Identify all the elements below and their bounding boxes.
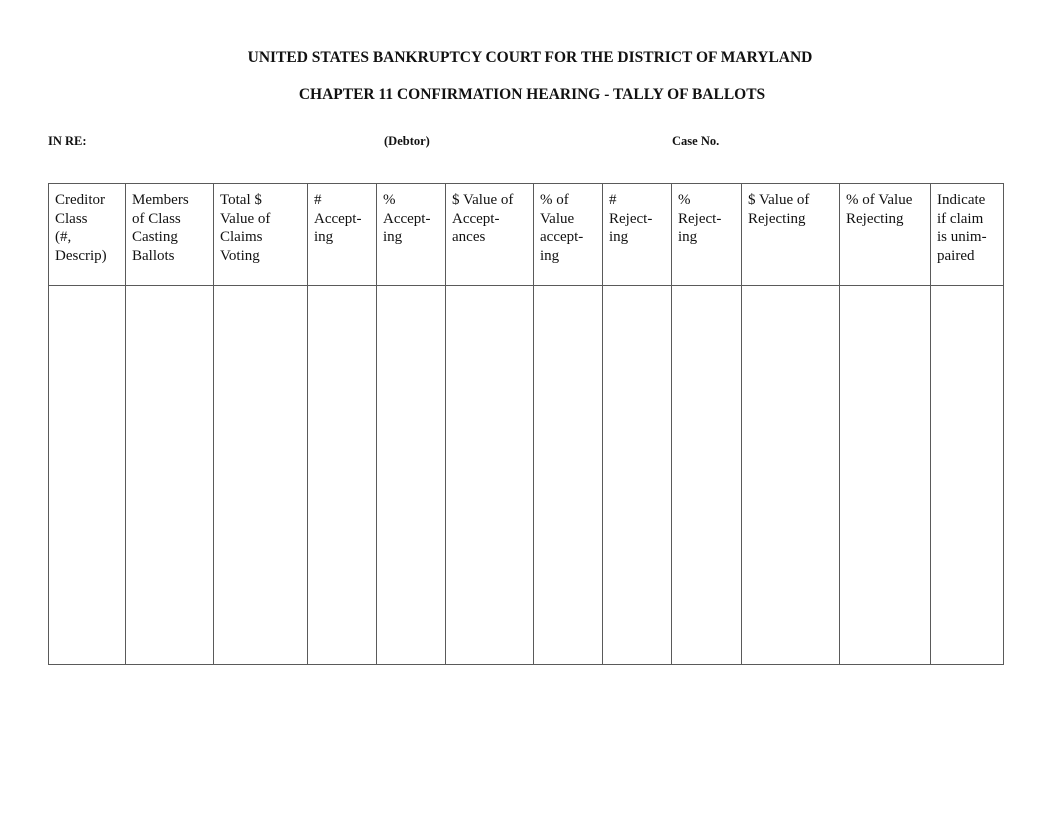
header-claim-unimpaired: Indicate if claim is unim- paired [931, 184, 1004, 286]
header-creditor-class: Creditor Class (#, Descrip) [49, 184, 126, 286]
header-number-accepting: # Accept- ing [308, 184, 377, 286]
in-re-label: IN RE: [48, 134, 87, 148]
cell-members-casting-ballots[interactable] [126, 286, 214, 665]
form-title: CHAPTER 11 CONFIRMATION HEARING - TALLY OF BALLOTS [298, 86, 766, 103]
table-row [49, 286, 1004, 665]
header-value-rejecting: $ Value of Rejecting [742, 184, 840, 286]
cell-value-acceptances[interactable] [446, 286, 534, 665]
debtor-label: (Debtor) [384, 134, 430, 148]
header-members-casting-ballots: Members of Class Casting Ballots [126, 184, 214, 286]
cell-total-value-voting[interactable] [214, 286, 308, 665]
header-percent-value-accepting: % of Value accept- ing [534, 184, 603, 286]
cell-creditor-class[interactable] [49, 286, 126, 665]
header-percent-accepting: % Accept- ing [377, 184, 446, 286]
cell-claim-unimpaired[interactable] [931, 286, 1004, 665]
cell-number-accepting[interactable] [308, 286, 377, 665]
table-header-row [49, 184, 1004, 286]
header-value-acceptances: $ Value of Accept- ances [446, 184, 534, 286]
header-percent-value-rejecting: % of Value Rejecting [840, 184, 931, 286]
cell-percent-rejecting[interactable] [672, 286, 742, 665]
case-number-label: Case No. [672, 134, 720, 148]
cell-percent-value-accepting[interactable] [534, 286, 603, 665]
header-number-rejecting: # Reject- ing [603, 184, 672, 286]
header-percent-rejecting: % Reject- ing [672, 184, 742, 286]
cell-percent-value-rejecting[interactable] [840, 286, 931, 665]
cell-percent-accepting[interactable] [377, 286, 446, 665]
cell-number-rejecting[interactable] [603, 286, 672, 665]
cell-value-rejecting[interactable] [742, 286, 840, 665]
ballot-tally-table [48, 183, 1004, 665]
court-title: UNITED STATES BANKRUPTCY COURT FOR THE DISTRICT OF MARYLAND [247, 49, 813, 66]
header-total-value-voting: Total $ Value of Claims Voting [214, 184, 308, 286]
